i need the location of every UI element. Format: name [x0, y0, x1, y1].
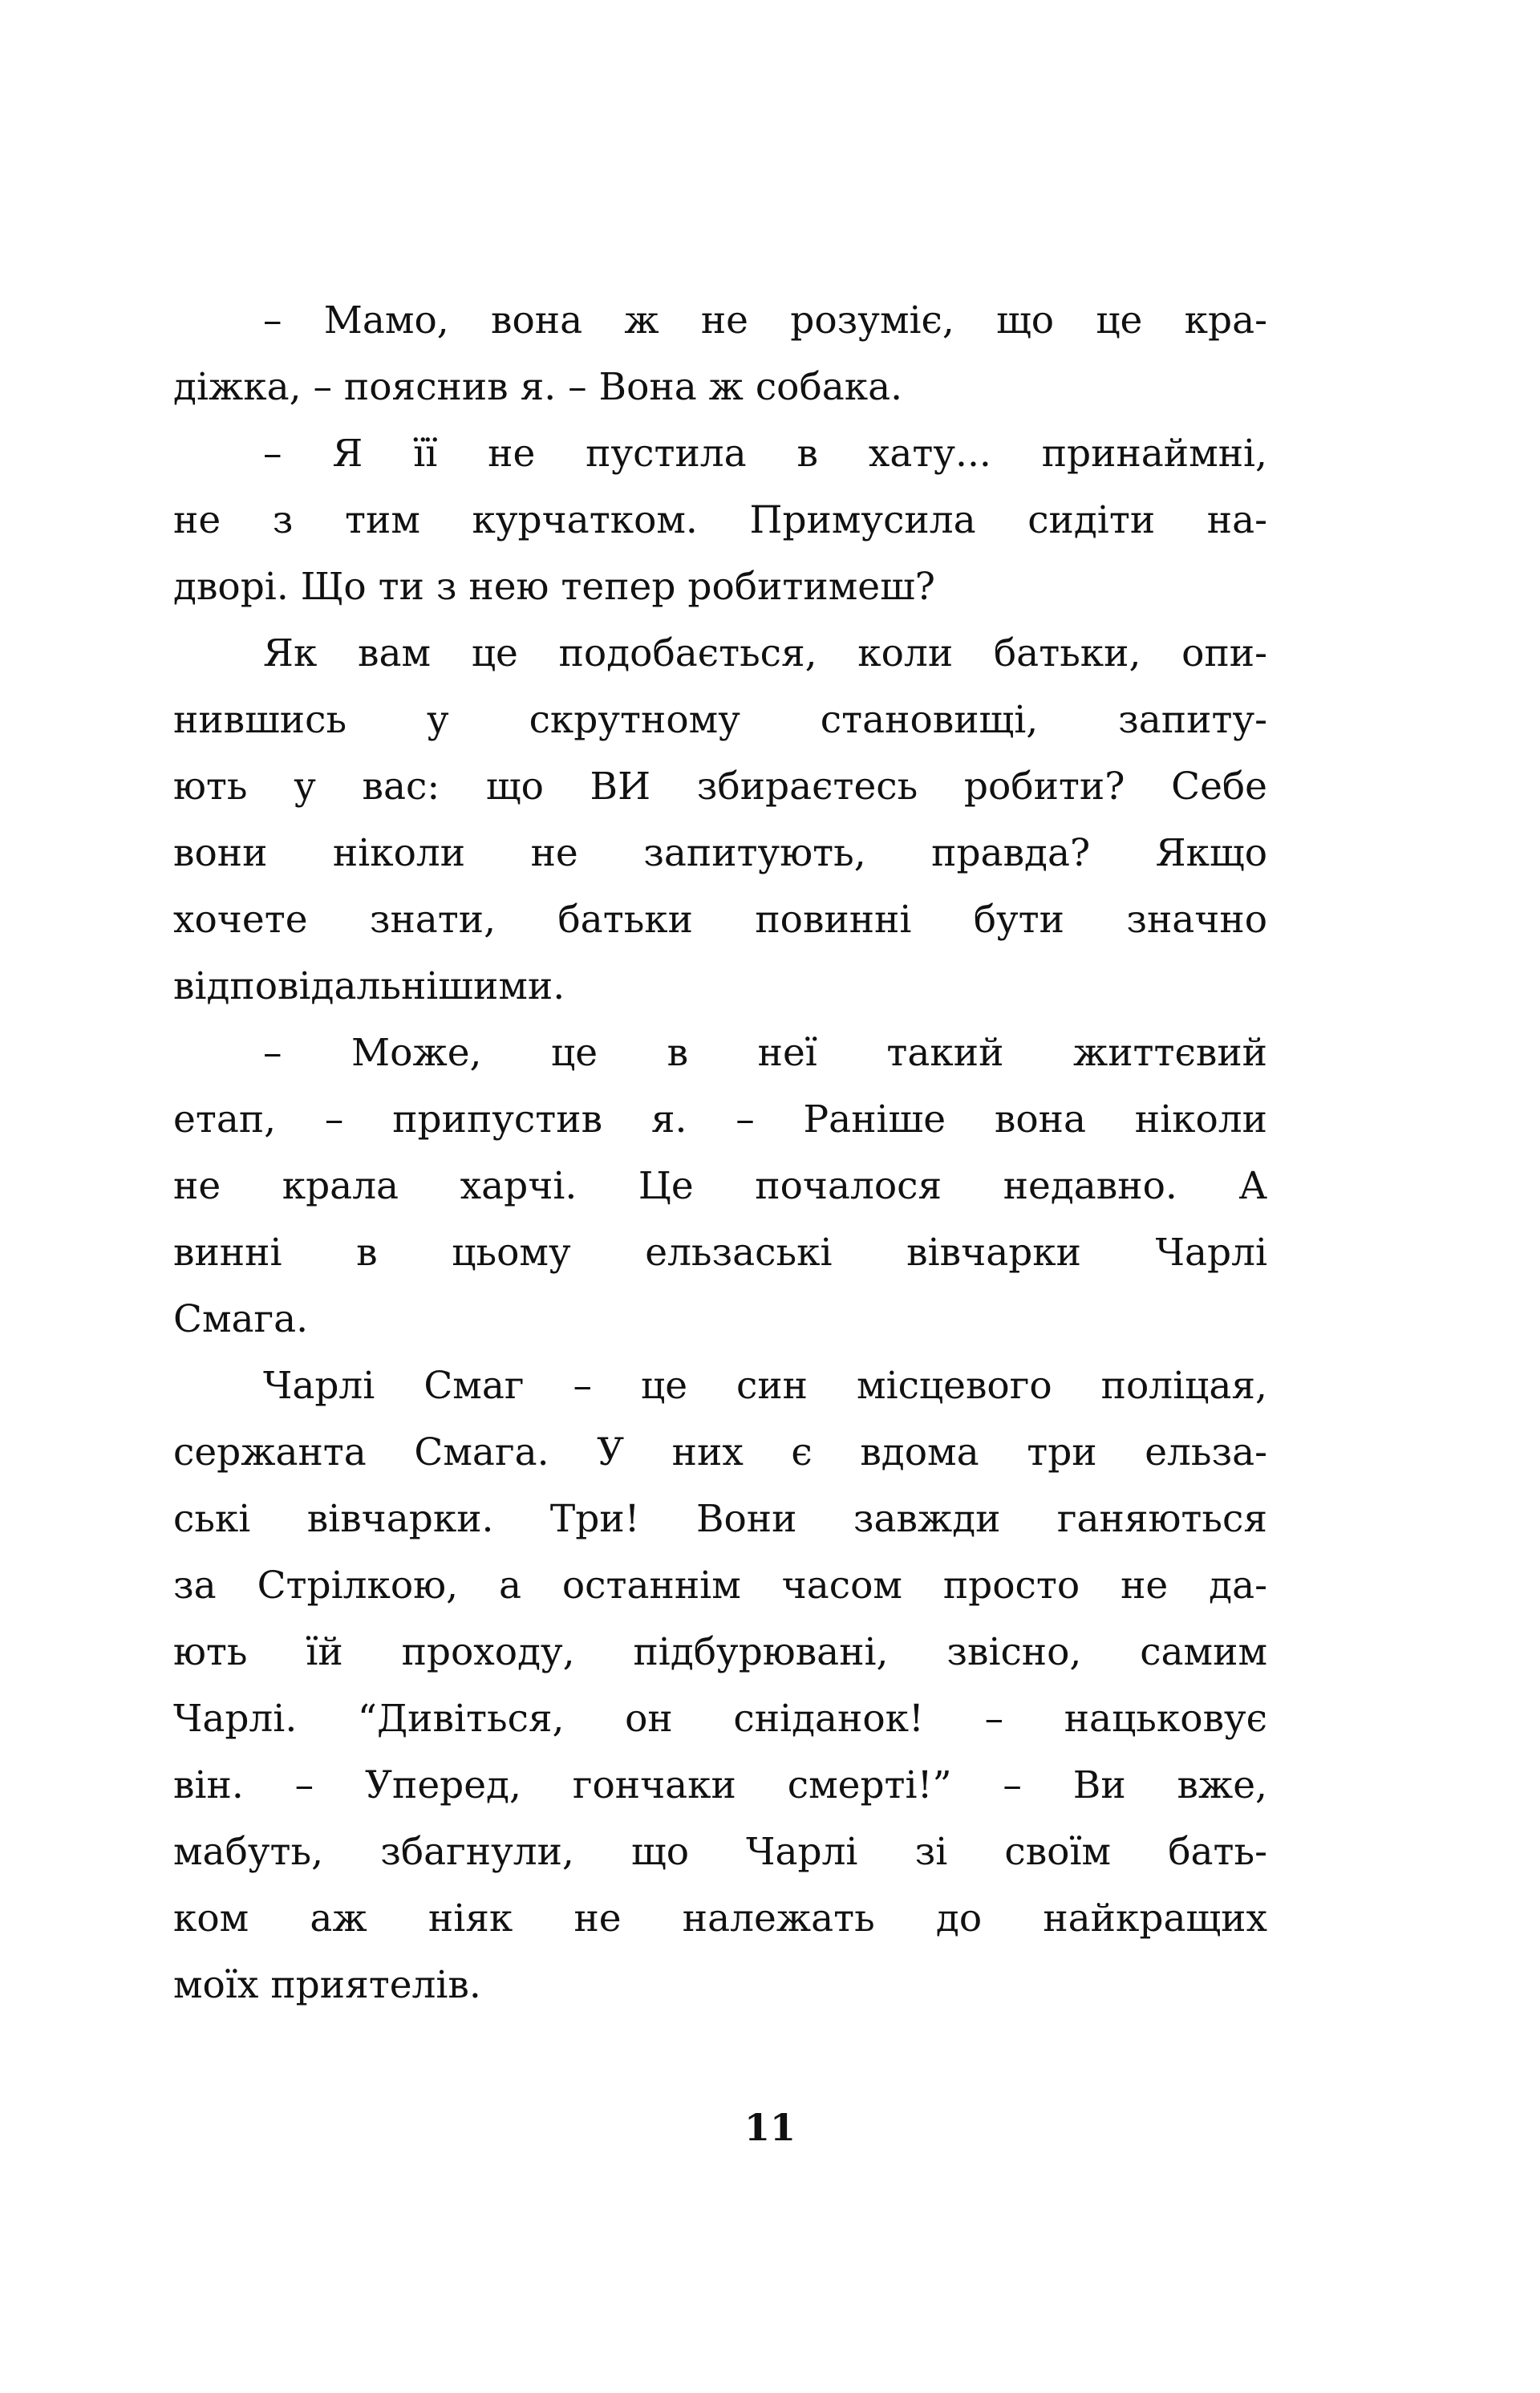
text-line: ком аж ніяк не належать до найкращих [173, 1896, 1267, 1941]
page-body [173, 287, 1267, 2018]
text-line: Як вам це подобається, коли батьки, опи- [263, 631, 1267, 675]
text-line: Смага. [173, 1297, 309, 1341]
text-line: – Я її не пустила в хату... принаймні, [263, 432, 1267, 476]
text-line: дворі. Що ти з нею тепер робитимеш? [173, 565, 935, 609]
text-line: діжка, – пояснив я. – Вона ж собака. [173, 365, 903, 409]
text-line: не з тим курчатком. Примусила сидіти на- [173, 498, 1267, 542]
text-line: Чарлі Смаг – це син місцевого поліцая, [263, 1364, 1267, 1408]
text-line: – Може, це в неї такий життєвий [263, 1031, 1267, 1075]
text-line: сержанта Смага. У них є вдома три ельза- [173, 1430, 1267, 1474]
text-line: – Мамо, вона ж не розуміє, що це кра- [263, 298, 1267, 343]
text-line: ють у вас: що ВИ збираєтесь робити? Себе [173, 765, 1267, 809]
text-line: мабуть, збагнули, що Чарлі зі своїм бать- [173, 1830, 1267, 1874]
text-line: ють їй проходу, підбурювані, звісно, самим [173, 1630, 1267, 1674]
page-number: 11 [744, 2106, 796, 2149]
text-line: за Стрілкою, а останнім часом просто не да- [173, 1564, 1267, 1608]
text-line: нившись у скрутному становищі, запиту- [173, 698, 1267, 742]
text-line: етап, – припустив я. – Раніше вона ніколи [173, 1097, 1267, 1142]
text-line: не крала харчі. Це почалося недавно. А [173, 1164, 1267, 1208]
text-line: винні в цьому ельзаські вівчарки Чарлі [173, 1231, 1267, 1275]
text-line: моїх приятелів. [173, 1963, 481, 2007]
text-line: Чарлі. “Дивіться, он сніданок! – нацьковує [173, 1697, 1267, 1741]
text-line: вони ніколи не запитують, правда? Якщо [173, 831, 1267, 875]
text-line: хочете знати, батьки повинні бути значно [173, 898, 1267, 942]
text-line: ські вівчарки. Три! Вони завжди ганяються [173, 1497, 1267, 1541]
text-line: відповідальнішими. [173, 964, 565, 1008]
text-line: він. – Уперед, гончаки смерті!” – Ви вже, [173, 1763, 1267, 1807]
